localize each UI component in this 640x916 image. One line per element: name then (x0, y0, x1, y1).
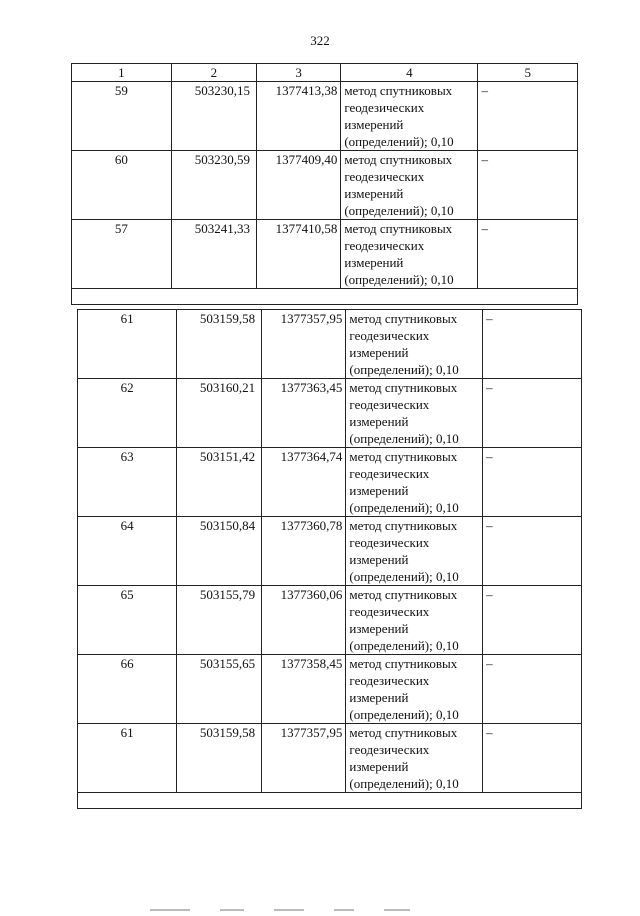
separator-cell (78, 793, 582, 809)
table-row (72, 220, 578, 289)
point-number-cell: 65 (78, 586, 177, 655)
coordinate-y-cell: 1377357,95 (262, 724, 346, 793)
coordinate-x-cell: 503155,65 (177, 655, 262, 724)
coordinate-y-cell: 1377360,06 (262, 586, 346, 655)
coordinate-y-cell: 1377357,95 (262, 310, 346, 379)
method-accuracy-cell: метод спутниковых геодезических измерений (определений); 0,10 (346, 517, 483, 586)
table-row (72, 82, 578, 151)
method-accuracy-cell: метод спутниковых геодезических измерений (определений); 0,10 (346, 448, 483, 517)
point-number-cell: 61 (78, 310, 177, 379)
coordinate-x-cell: 503160,21 (177, 379, 262, 448)
table-row (78, 448, 582, 517)
description-cell: – (478, 151, 578, 220)
page-number: 322 (310, 33, 330, 48)
method-accuracy-cell: метод спутниковых геодезических измерений (определений); 0,10 (341, 220, 478, 289)
method-accuracy-cell: метод спутниковых геодезических измерений (определений); 0,10 (346, 310, 483, 379)
description-cell: – (483, 310, 582, 379)
header-col-5: 5 (478, 64, 578, 82)
description-cell: – (478, 220, 578, 289)
coordinate-x-cell: 503159,58 (177, 724, 262, 793)
description-cell: – (483, 379, 582, 448)
table-row (72, 151, 578, 220)
method-accuracy-cell: метод спутниковых геодезических измерений (определений); 0,10 (346, 655, 483, 724)
coordinates-table-part-1 (71, 63, 578, 305)
coordinate-y-cell: 1377360,78 (262, 517, 346, 586)
method-accuracy-cell: метод спутниковых геодезических измерений (определений); 0,10 (341, 82, 478, 151)
coordinate-x-cell: 503230,15 (171, 82, 256, 151)
coordinate-y-cell: 1377364,74 (262, 448, 346, 517)
coordinate-x-cell: 503151,42 (177, 448, 262, 517)
point-number-cell: 61 (78, 724, 177, 793)
separator-row (78, 793, 582, 809)
coordinate-y-cell: 1377358,45 (262, 655, 346, 724)
table-row (78, 310, 582, 379)
coordinate-y-cell: 1377413,38 (256, 82, 340, 151)
coordinate-x-cell: 503159,58 (177, 310, 262, 379)
coordinate-y-cell: 1377409,40 (256, 151, 340, 220)
method-accuracy-cell: метод спутниковых геодезических измерений (определений); 0,10 (346, 586, 483, 655)
description-cell: – (483, 655, 582, 724)
header-col-4: 4 (341, 64, 478, 82)
footer-scan-marks (150, 898, 620, 902)
table-row (78, 655, 582, 724)
point-number-cell: 60 (72, 151, 172, 220)
point-number-cell: 59 (72, 82, 172, 151)
table-row (78, 517, 582, 586)
separator-row (72, 289, 578, 305)
coordinate-x-cell: 503241,33 (171, 220, 256, 289)
description-cell: – (483, 586, 582, 655)
method-accuracy-cell: метод спутниковых геодезических измерений (определений); 0,10 (346, 379, 483, 448)
coordinate-x-cell: 503155,79 (177, 586, 262, 655)
header-col-1: 1 (72, 64, 172, 82)
coordinates-table-part-2 (77, 309, 582, 809)
description-cell: – (478, 82, 578, 151)
coordinate-x-cell: 503150,84 (177, 517, 262, 586)
point-number-cell: 66 (78, 655, 177, 724)
header-col-2: 2 (171, 64, 256, 82)
point-number-cell: 64 (78, 517, 177, 586)
method-accuracy-cell: метод спутниковых геодезических измерений (определений); 0,10 (346, 724, 483, 793)
coordinate-x-cell: 503230,59 (171, 151, 256, 220)
point-number-cell: 57 (72, 220, 172, 289)
table-row (78, 724, 582, 793)
coordinate-y-cell: 1377410,58 (256, 220, 340, 289)
method-accuracy-cell: метод спутниковых геодезических измерений (определений); 0,10 (341, 151, 478, 220)
header-col-3: 3 (256, 64, 340, 82)
table-header-row (72, 64, 578, 82)
description-cell: – (483, 448, 582, 517)
separator-cell (72, 289, 578, 305)
coordinate-y-cell: 1377363,45 (262, 379, 346, 448)
table-row (78, 586, 582, 655)
point-number-cell: 62 (78, 379, 177, 448)
point-number-cell: 63 (78, 448, 177, 517)
table-row (78, 379, 582, 448)
description-cell: – (483, 517, 582, 586)
description-cell: – (483, 724, 582, 793)
